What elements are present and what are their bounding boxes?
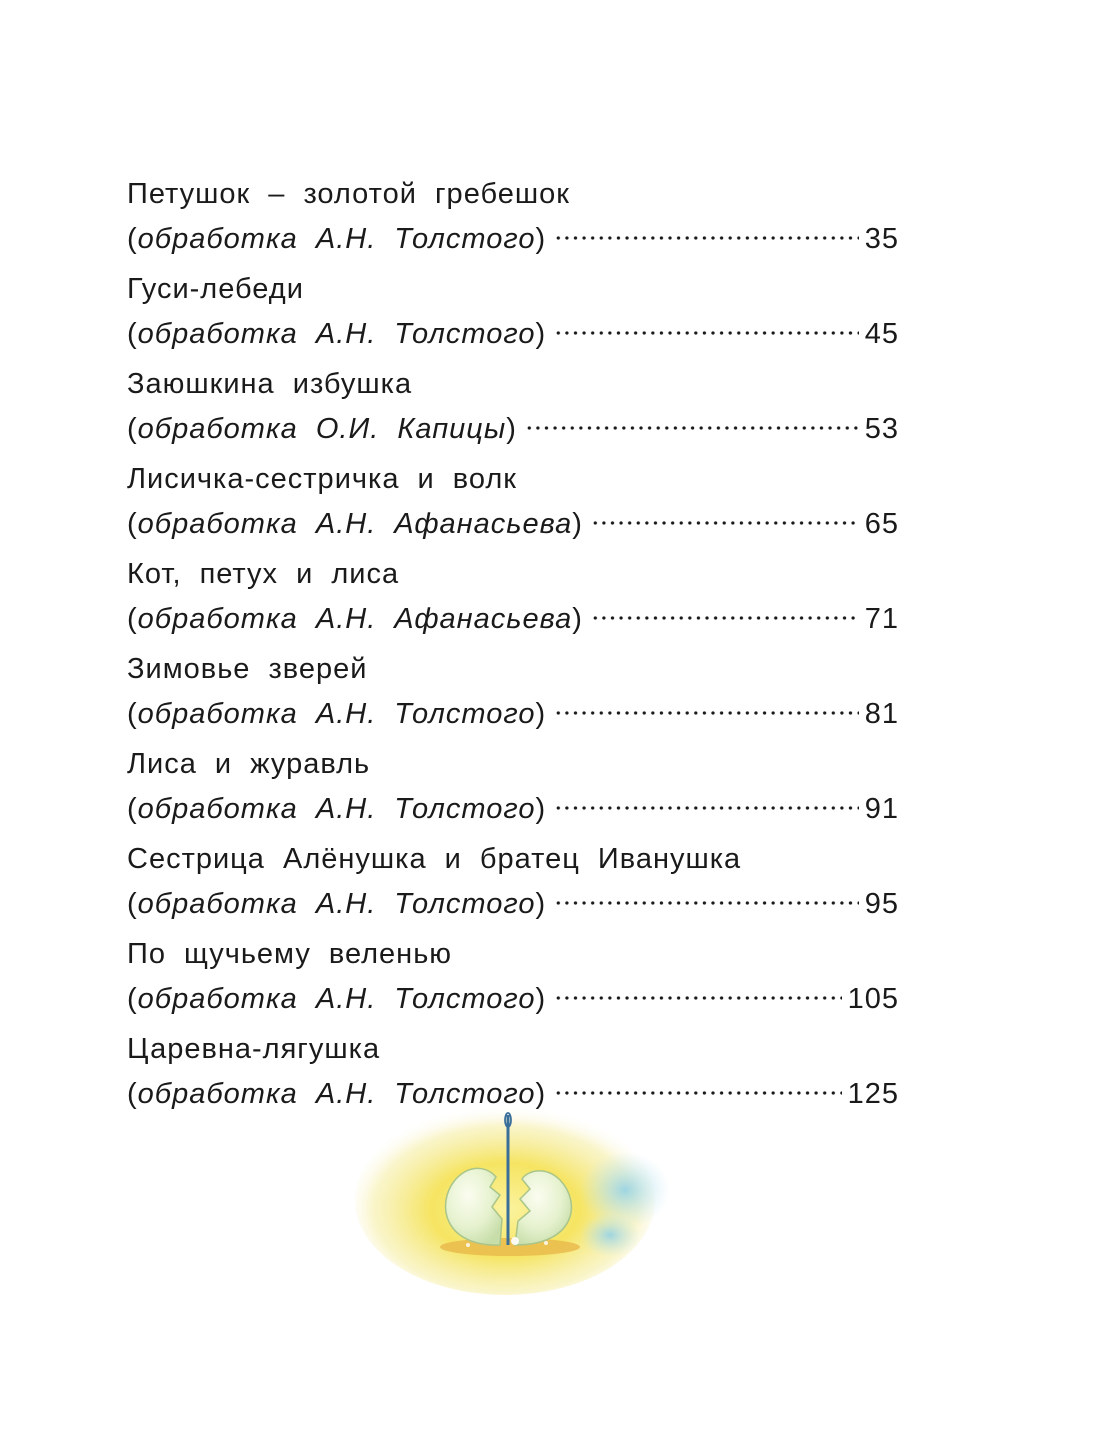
toc-entry-page: 45	[864, 318, 899, 350]
toc-entry[interactable]	[127, 366, 899, 447]
toc-entry-line: ( обработка А.Н. Толстого ) 95	[127, 877, 899, 922]
toc-entry-title: Кот, петух и лиса	[127, 558, 400, 590]
toc-entry-line: ( обработка А.Н. Афанасьева ) 65	[127, 497, 899, 542]
toc-entry[interactable]	[127, 651, 899, 732]
toc-entry[interactable]	[127, 841, 899, 922]
toc-entry[interactable]	[127, 746, 899, 827]
toc-entry-line: ( обработка А.Н. Афанасьева ) 71	[127, 592, 899, 637]
toc-entry-title: Лисичка-сестричка и волк	[127, 463, 517, 495]
toc-entry-title: Зимовье зверей	[127, 653, 368, 685]
toc-entry-title: Сестрица Алёнушка и братец Иванушка	[127, 843, 742, 875]
toc-entry-line: ( обработка А.Н. Толстого ) 105	[127, 972, 899, 1017]
toc-entry-page: 105	[847, 983, 899, 1015]
dot-leader	[554, 877, 859, 913]
toc-entry-page: 125	[847, 1078, 899, 1110]
dot-leader	[554, 972, 841, 1008]
toc-entry-note: обработка А.Н. Афанасьева	[137, 508, 573, 540]
toc-entry-page: 81	[864, 698, 899, 730]
table-of-contents	[127, 176, 899, 1126]
dot-leader	[554, 782, 859, 818]
toc-entry[interactable]	[127, 176, 899, 257]
dot-leader	[554, 687, 859, 723]
toc-entry-page: 35	[864, 223, 899, 255]
toc-entry[interactable]	[127, 461, 899, 542]
toc-entry-line: ( обработка А.Н. Толстого ) 81	[127, 687, 899, 732]
toc-entry-page: 91	[864, 793, 899, 825]
toc-entry-note: обработка А.Н. Толстого	[137, 698, 536, 730]
toc-entry-note: обработка А.Н. Толстого	[137, 318, 536, 350]
dot-leader	[554, 212, 859, 248]
toc-entry-title: По щучьему веленью	[127, 938, 453, 970]
toc-entry-title: Заюшкина избушка	[127, 368, 413, 400]
toc-entry-page: 71	[864, 603, 899, 635]
toc-entry-title: Лиса и журавль	[127, 748, 371, 780]
toc-entry-page: 65	[864, 508, 899, 540]
dot-leader	[591, 592, 859, 628]
toc-entry-line: ( обработка А.Н. Толстого ) 91	[127, 782, 899, 827]
toc-entry-line: ( обработка А.Н. Толстого ) 45	[127, 307, 899, 352]
dot-leader	[591, 497, 859, 533]
toc-entry-note: обработка А.Н. Толстого	[137, 223, 536, 255]
toc-entry[interactable]	[127, 271, 899, 352]
golden-puddle	[440, 1238, 580, 1256]
toc-entry-title: Гуси-лебеди	[127, 273, 304, 305]
dot-leader	[554, 307, 859, 343]
toc-entry-note: обработка А.Н. Толстого	[137, 793, 536, 825]
toc-entry-line: ( обработка А.Н. Толстого ) 35	[127, 212, 899, 257]
toc-entry[interactable]	[127, 556, 899, 637]
toc-entry-note: обработка О.И. Капицы	[137, 413, 507, 445]
dot-leader	[525, 402, 859, 438]
toc-entry-title: Петушок – золотой гребешок	[127, 178, 570, 210]
toc-entry-line: ( обработка А.Н. Толстого ) 125	[127, 1067, 899, 1112]
toc-entry-page: 53	[864, 413, 899, 445]
toc-entry-note: обработка А.Н. Толстого	[137, 983, 536, 1015]
toc-entry[interactable]	[127, 936, 899, 1017]
blue-splash	[580, 1213, 640, 1257]
toc-entry-line: ( обработка О.И. Капицы ) 53	[127, 402, 899, 447]
toc-entry-title: Царевна-лягушка	[127, 1033, 381, 1065]
broken-egg-with-needle-icon	[350, 1095, 670, 1295]
toc-entry-page: 95	[864, 888, 899, 920]
toc-entry-note: обработка А.Н. Афанасьева	[137, 603, 573, 635]
toc-entry-note: обработка А.Н. Толстого	[137, 1078, 536, 1110]
toc-entry-note: обработка А.Н. Толстого	[137, 888, 536, 920]
